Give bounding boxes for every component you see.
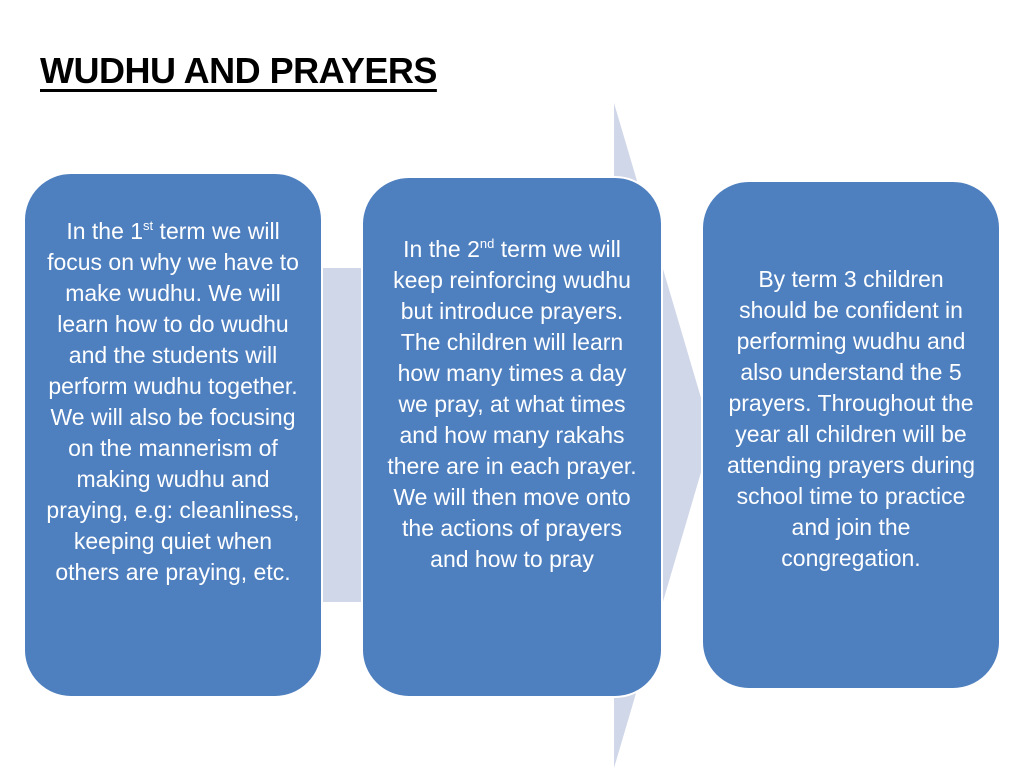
term-1-box <box>23 172 323 698</box>
term-1-text: In the 1st term we will focus on why we have to make wudhu. We will learn how to do wudhu and the students will perform wudhu together. We will also be focusing on the mannerism of making wudhu and praying, e.g: cleanliness, keeping quiet when others are praying, etc. <box>46 218 300 585</box>
term-2-box <box>361 176 663 698</box>
term-3-text: By term 3 children should be confident in performing wudhu and also understand the 5 prayers. Throughout the year all children will be attending prayers during school time to practice and join the congregation. <box>726 266 976 571</box>
slide-title: WUDHU AND PRAYERS <box>40 50 437 91</box>
term-3-box <box>701 180 1001 690</box>
term-2-text: In the 2nd term we will keep reinforcing wudhu but introduce prayers. The children will learn how many times a day we pray, at what times and how many rakahs there are in each prayer. We will then move onto the actions of prayers and how to pray <box>387 236 637 572</box>
